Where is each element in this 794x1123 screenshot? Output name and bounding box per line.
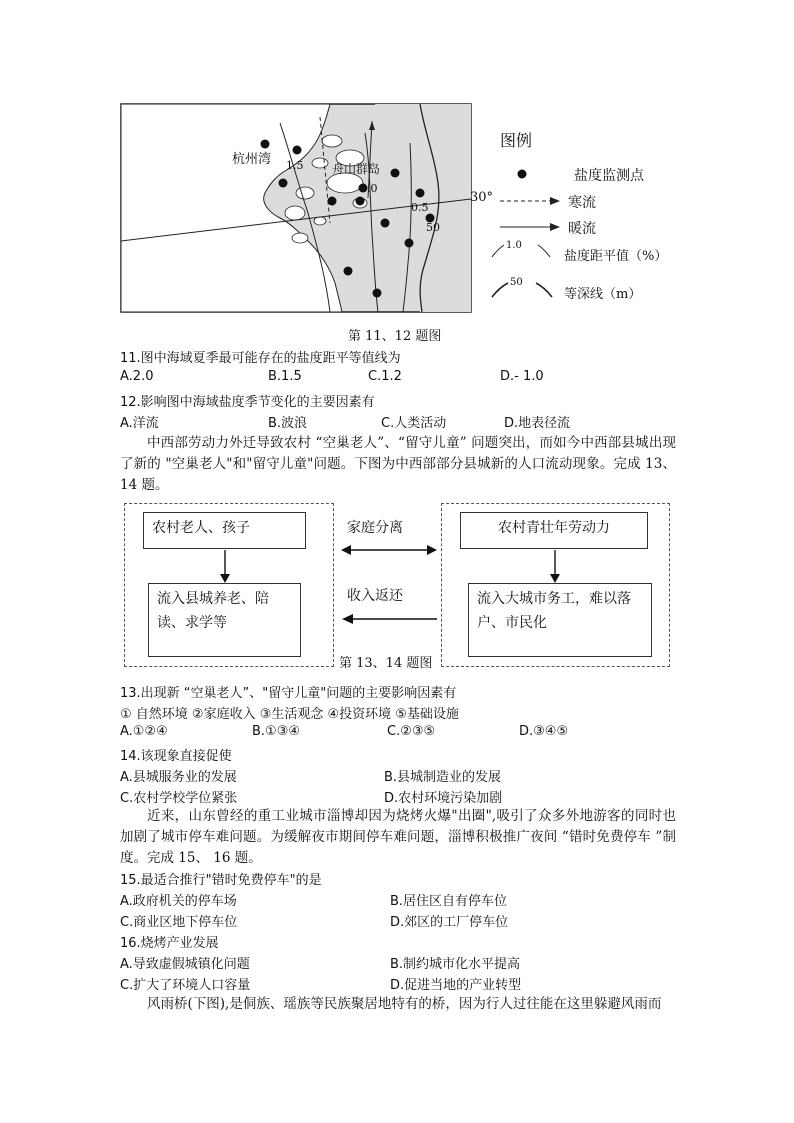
label-depth-50: 50 [426, 221, 440, 234]
map-caption: 第 11、12 题图 [348, 329, 442, 344]
label-hangzhou-bay: 杭州湾 [232, 152, 272, 167]
box-rural-elderly-children: 农村老人、孩子 [143, 512, 306, 549]
q13-option-d[interactable]: D.③④⑤ [519, 724, 569, 739]
arrow-family-separation-left-head [341, 545, 351, 555]
q12-option-d[interactable]: D.地表径流 [504, 416, 571, 431]
q16-option-b[interactable]: B.制约城市化水平提高 [390, 957, 521, 972]
q13-option-a[interactable]: A.①②④ [120, 724, 168, 739]
arrow-family-separation-right-head [427, 545, 437, 555]
q11-option-c[interactable]: C.1.2 [368, 369, 402, 384]
q12-stem: 12.影响图中海域盐度季节变化的主要因素有 [120, 395, 375, 410]
flow-caption: 第 13、14 题图 [339, 656, 433, 671]
q13-stem: 13.出现新 “空巢老人”、"留守儿童"问题的主要影响因素有 [120, 686, 457, 701]
q16-option-c[interactable]: C.扩大了环境人口容量 [120, 978, 251, 993]
q12-option-c[interactable]: C.人类活动 [381, 416, 447, 431]
label-iso-1.0: 1.0 [360, 182, 378, 195]
q15-option-b[interactable]: B.居住区自有停车位 [390, 894, 508, 909]
q12-option-a[interactable]: A.洋流 [120, 416, 159, 431]
arrow-income-return-head [342, 614, 353, 624]
legend-depth-sample: 50 [510, 277, 523, 288]
label-zhoushan: 舟山群岛 [332, 162, 381, 176]
legend-iso-label: 盐度距平值（%） [564, 249, 668, 264]
passage-wind-rain-bridge: 风雨桥(下图),是侗族、瑶族等民族聚居地特有的桥，因为行人过往能在这里躲避风雨而 [147, 996, 662, 1012]
passage-13-14: 中西部劳动力外迁导致农村 “空巢老人”、“留守儿童” 问题突出，而如今中西部县城出现了新的 "空巢老人"和"留守儿童"问题。下图为中西部部分县城新的人口流动现象。完成 13、14 题。 [120, 435, 676, 493]
q14-stem: 14.该现象直接促使 [120, 749, 232, 764]
q16-option-d[interactable]: D.促进当地的产业转型 [390, 978, 522, 993]
label-income-return: 收入返还 [347, 588, 403, 604]
arrow-right-down-head [550, 574, 560, 583]
q14-option-b[interactable]: B.县城制造业的发展 [384, 770, 502, 785]
label-iso-0.5: 0.5 [411, 201, 429, 214]
arrow-left-down-head [220, 574, 230, 583]
q11-option-a[interactable]: A.2.0 [120, 369, 154, 384]
q13-option-c[interactable]: C.②③⑤ [387, 724, 436, 739]
legend-warm-label: 暖流 [568, 221, 596, 237]
q15-option-c[interactable]: C.商业区地下停车位 [120, 915, 238, 930]
legend-iso-sample: 1.0 [506, 240, 522, 251]
box-young-labor: 农村青壮年劳动力 [460, 512, 648, 549]
q15-option-d[interactable]: D.郊区的工厂停车位 [390, 915, 509, 930]
q14-option-a[interactable]: A.县城服务业的发展 [120, 770, 237, 785]
passage-15-16: 近来，山东曾经的重工业城市淄博却因为烧烤火爆"出圈",吸引了众多外地游客的同时也加剧了城市停车难问题。为缓解夜市期间停车难问题，淄博积极推广夜间 “错时免费停车 ”制度。完成 15、 16 题。 [120, 808, 676, 866]
q11-option-d[interactable]: D.- 1.0 [500, 369, 544, 384]
label-family-separation: 家庭分离 [347, 520, 403, 536]
q14-option-c[interactable]: C.农村学校学位紧张 [120, 791, 238, 806]
label-iso-1.5: 1.5 [286, 159, 304, 172]
q13-factors: ① 自然环境 ②家庭收入 ③生活观念 ④投资环境 ⑤基础设施 [120, 707, 459, 722]
legend-depth-label: 等深线（m） [564, 287, 642, 302]
q14-option-d[interactable]: D.农村环境污染加剧 [384, 791, 503, 806]
q11-stem: 11.图中海域夏季最可能存在的盐度距平等值线为 [120, 351, 401, 366]
q15-option-a[interactable]: A.政府机关的停车场 [120, 894, 237, 909]
q11-option-b[interactable]: B.1.5 [268, 369, 302, 384]
q15-stem: 15.最适合推行"错时免费停车"的是 [120, 873, 322, 888]
legend-title: 图例 [500, 131, 533, 150]
q13-option-b[interactable]: B.①③④ [252, 724, 301, 739]
box-big-city: 流入大城市务工，难以落户、市民化 [468, 583, 652, 657]
q16-stem: 16.烧烤产业发展 [120, 936, 219, 951]
q12-option-b[interactable]: B.波浪 [268, 416, 308, 431]
legend-station-label: 盐度监测点 [574, 168, 644, 184]
box-county-town: 流入县城养老、陪读、求学等 [148, 583, 301, 657]
q16-option-a[interactable]: A.导致虚假城镇化问题 [120, 957, 250, 972]
label-latitude-30: 30° [470, 190, 494, 205]
legend-cold-label: 寒流 [568, 195, 596, 211]
